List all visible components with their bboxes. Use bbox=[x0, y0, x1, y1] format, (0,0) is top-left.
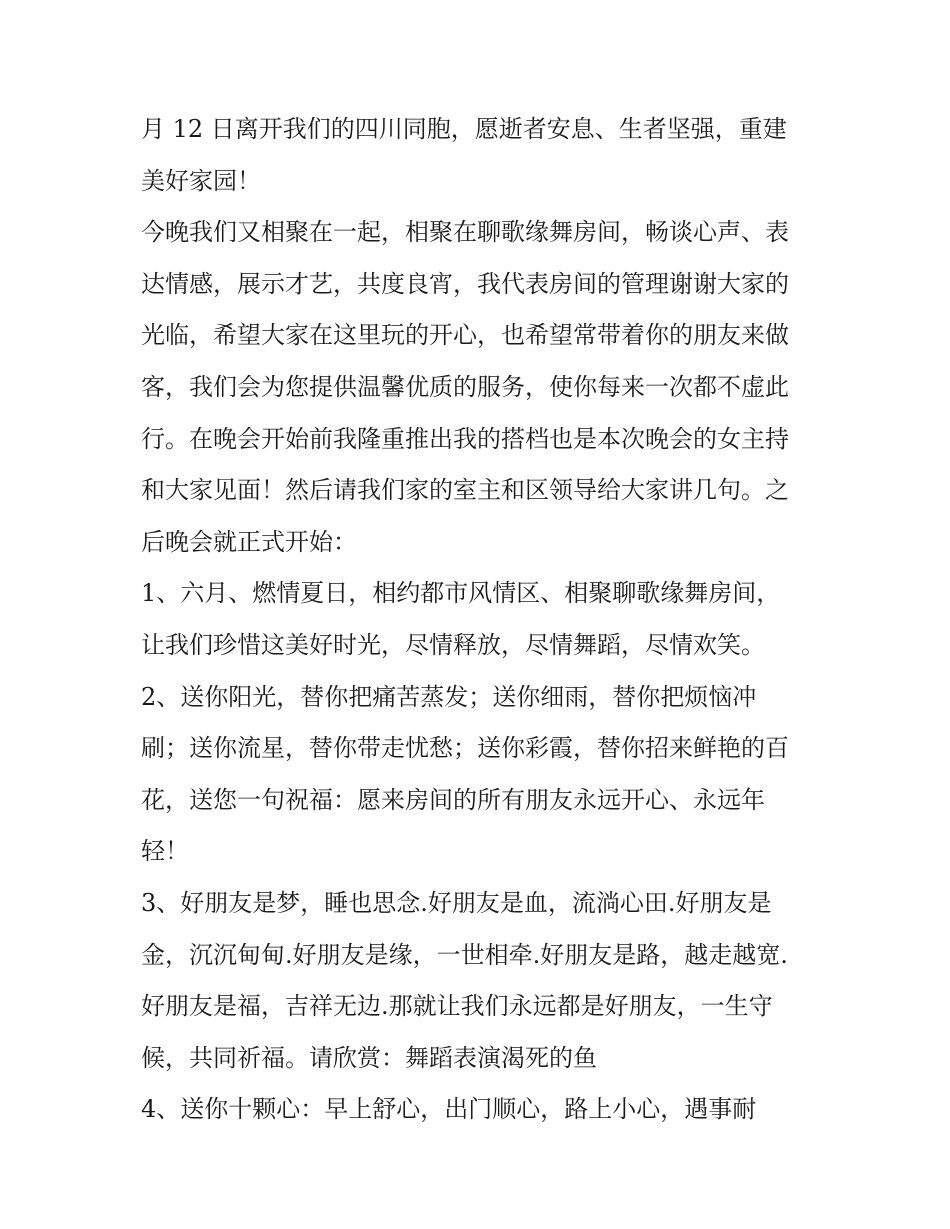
text-line: 后晚会就正式开始： bbox=[141, 527, 357, 556]
text-line: 3、好朋友是梦，睡也思念.好朋友是血，流淌心田.好朋友是 bbox=[141, 888, 772, 917]
text-line: 光临，希望大家在这里玩的开心，也希望常带着你的朋友来做 bbox=[141, 321, 789, 350]
text-line: 达情感，展示才艺，共度良宵，我代表房间的管理谢谢大家的 bbox=[141, 269, 789, 298]
text-line: 2、送你阳光，替你把痛苦蒸发；送你细雨，替你把烦恼冲 bbox=[141, 682, 757, 711]
text-line: 今晚我们又相聚在一起，相聚在聊歌缘舞房间，畅谈心声、表 bbox=[141, 218, 789, 247]
text-line: 轻！ bbox=[141, 837, 189, 866]
text-line: 花，送您一句祝福：愿来房间的所有朋友永远开心、永远年 bbox=[141, 785, 765, 814]
text-line: 美好家园！ bbox=[141, 166, 261, 195]
text-line: 1、六月、燃情夏日，相约都市风情区、相聚聊歌缘舞房间， bbox=[141, 579, 781, 608]
text-line: 行。在晚会开始前我隆重推出我的搭档也是本次晚会的女主持 bbox=[141, 424, 789, 453]
text-line: 金，沉沉甸甸.好朋友是缘，一世相牵.好朋友是路，越走越宽. bbox=[141, 940, 788, 969]
text-line: 让我们珍惜这美好时光，尽情释放，尽情舞蹈，尽情欢笑。 bbox=[141, 630, 765, 659]
text-line: 月 12 日离开我们的四川同胞，愿逝者安息、生者坚强，重建 bbox=[141, 115, 787, 143]
text-line: 和大家见面！然后请我们家的室主和区领导给大家讲几句。之 bbox=[141, 476, 789, 505]
document-body bbox=[141, 104, 821, 1136]
text-line: 4、送你十颗心：早上舒心，出门顺心，路上小心，遇事耐 bbox=[141, 1095, 757, 1124]
text-line: 刷；送你流星，替你带走忧愁；送你彩霞，替你招来鲜艳的百 bbox=[141, 734, 789, 763]
text-line: 候，共同祈福。请欣赏：舞蹈表演渴死的鱼 bbox=[141, 1043, 597, 1072]
text-line: 好朋友是福，吉祥无边.那就让我们永远都是好朋友，一生守 bbox=[141, 992, 773, 1021]
text-line: 客，我们会为您提供温馨优质的服务，使你每来一次都不虚此 bbox=[141, 372, 789, 401]
